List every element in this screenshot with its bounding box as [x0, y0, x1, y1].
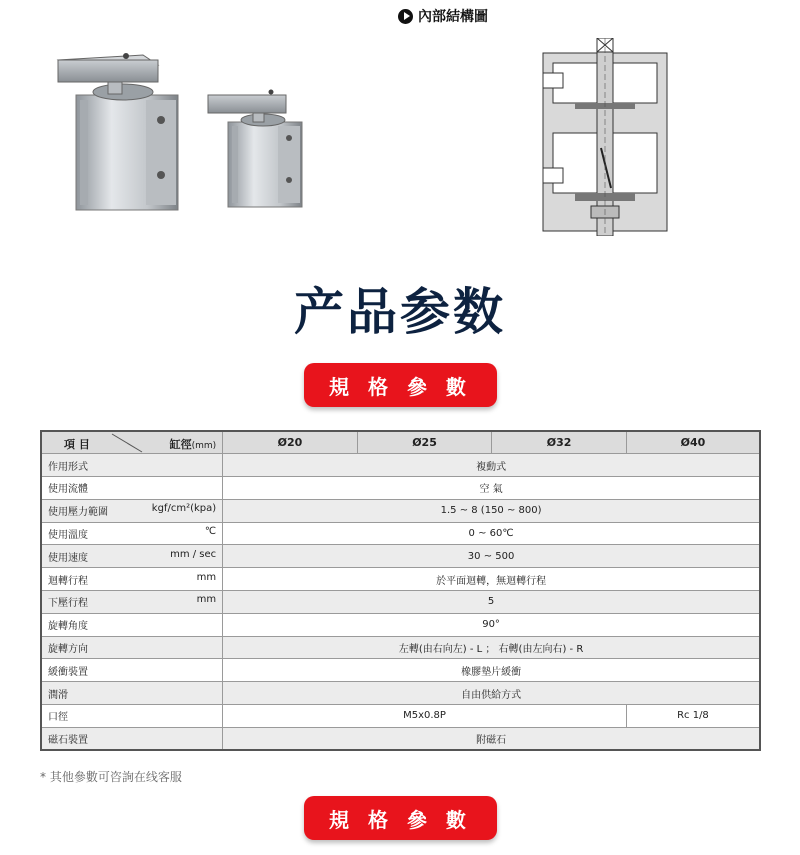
row-value: 0 ~ 60℃: [223, 522, 760, 545]
row-name: 緩衝裝置: [48, 666, 88, 678]
row-value: 5: [223, 591, 760, 614]
row-value: 於平面迴轉，無迴轉行程: [223, 568, 760, 591]
bore-header: Ø20: [223, 431, 358, 454]
table-row: [41, 727, 760, 750]
row-unit: mm: [196, 594, 217, 606]
spec-badge-bottom: 規 格 參 數: [304, 796, 497, 840]
row-name: 使用流體: [48, 484, 88, 496]
row-name: 迴轉行程: [48, 575, 88, 587]
row-value: 90°: [223, 613, 760, 636]
row-name: 旋轉角度: [48, 621, 88, 633]
row-label-cell: [41, 636, 223, 659]
row-value: 空 氣: [223, 477, 760, 500]
header-item-bore-cell: [41, 431, 223, 454]
row-unit: mm / sec: [170, 548, 217, 560]
row-label-cell: [41, 454, 223, 477]
table-row: [41, 568, 760, 591]
header-bore-label: 缸徑(mm): [169, 438, 217, 451]
table-row: [41, 545, 760, 568]
row-label-cell: [41, 477, 223, 500]
bore-header: Ø40: [626, 431, 760, 454]
table-row: [41, 659, 760, 682]
row-label-cell: [41, 591, 223, 614]
row-value: 1.5 ~ 8 (150 ~ 800): [223, 499, 760, 522]
spec-table: [40, 430, 761, 751]
internal-structure-label: [398, 6, 488, 26]
row-label-cell: [41, 545, 223, 568]
row-name: 使用壓力範圍: [48, 507, 108, 519]
row-value: 附磁石: [223, 727, 760, 750]
product-photo: [48, 40, 318, 225]
table-row: [41, 705, 760, 728]
spec-badge-top: 規 格 參 數: [304, 363, 497, 407]
row-name: 作用形式: [48, 461, 88, 473]
row-label-cell: [41, 659, 223, 682]
row-value: 自由供給方式: [223, 682, 760, 705]
table-row: [41, 454, 760, 477]
table-row: [41, 636, 760, 659]
header-item-label: 項 目: [64, 438, 90, 451]
footnote: * 其他參數可咨詢在线客服: [40, 770, 182, 784]
page-title: 产品参数: [294, 283, 506, 341]
row-name: 潤滑: [48, 689, 68, 701]
row-name: 旋轉方向: [48, 644, 88, 656]
row-label-cell: [41, 613, 223, 636]
row-name: 下壓行程: [48, 598, 88, 610]
bore-header: Ø25: [357, 431, 492, 454]
table-row: [41, 682, 760, 705]
table-row: [41, 522, 760, 545]
row-name: 口徑: [48, 712, 68, 724]
row-value: 左轉(由右向左) - L ； 右轉(由左向右) - R: [223, 636, 760, 659]
table-row: [41, 613, 760, 636]
internal-structure-drawing: [535, 38, 675, 236]
row-label-cell: [41, 522, 223, 545]
row-value: M5x0.8P: [223, 705, 627, 728]
row-name: 使用溫度: [48, 530, 88, 542]
row-unit: mm: [196, 571, 217, 583]
row-label-cell: [41, 727, 223, 750]
row-name: 使用速度: [48, 552, 88, 564]
row-label-cell: [41, 682, 223, 705]
row-label-cell: [41, 705, 223, 728]
play-circle-icon: [398, 9, 413, 24]
row-value: 30 ~ 500: [223, 545, 760, 568]
row-value: 複動式: [223, 454, 760, 477]
row-unit: ℃: [204, 526, 217, 538]
row-value: 橡膠墊片緩衝: [223, 659, 760, 682]
internal-structure-text: 內部結構圖: [418, 9, 488, 25]
table-row: [41, 591, 760, 614]
table-row: [41, 477, 760, 500]
row-name: 磁石裝置: [48, 735, 88, 746]
row-label-cell: [41, 568, 223, 591]
row-value-2: Rc 1/8: [626, 705, 760, 728]
table-header-row: [41, 431, 760, 454]
bore-header: Ø32: [492, 431, 627, 454]
table-row: [41, 499, 760, 522]
row-label-cell: [41, 499, 223, 522]
row-unit: kgf/cm²(kpa): [151, 503, 217, 515]
